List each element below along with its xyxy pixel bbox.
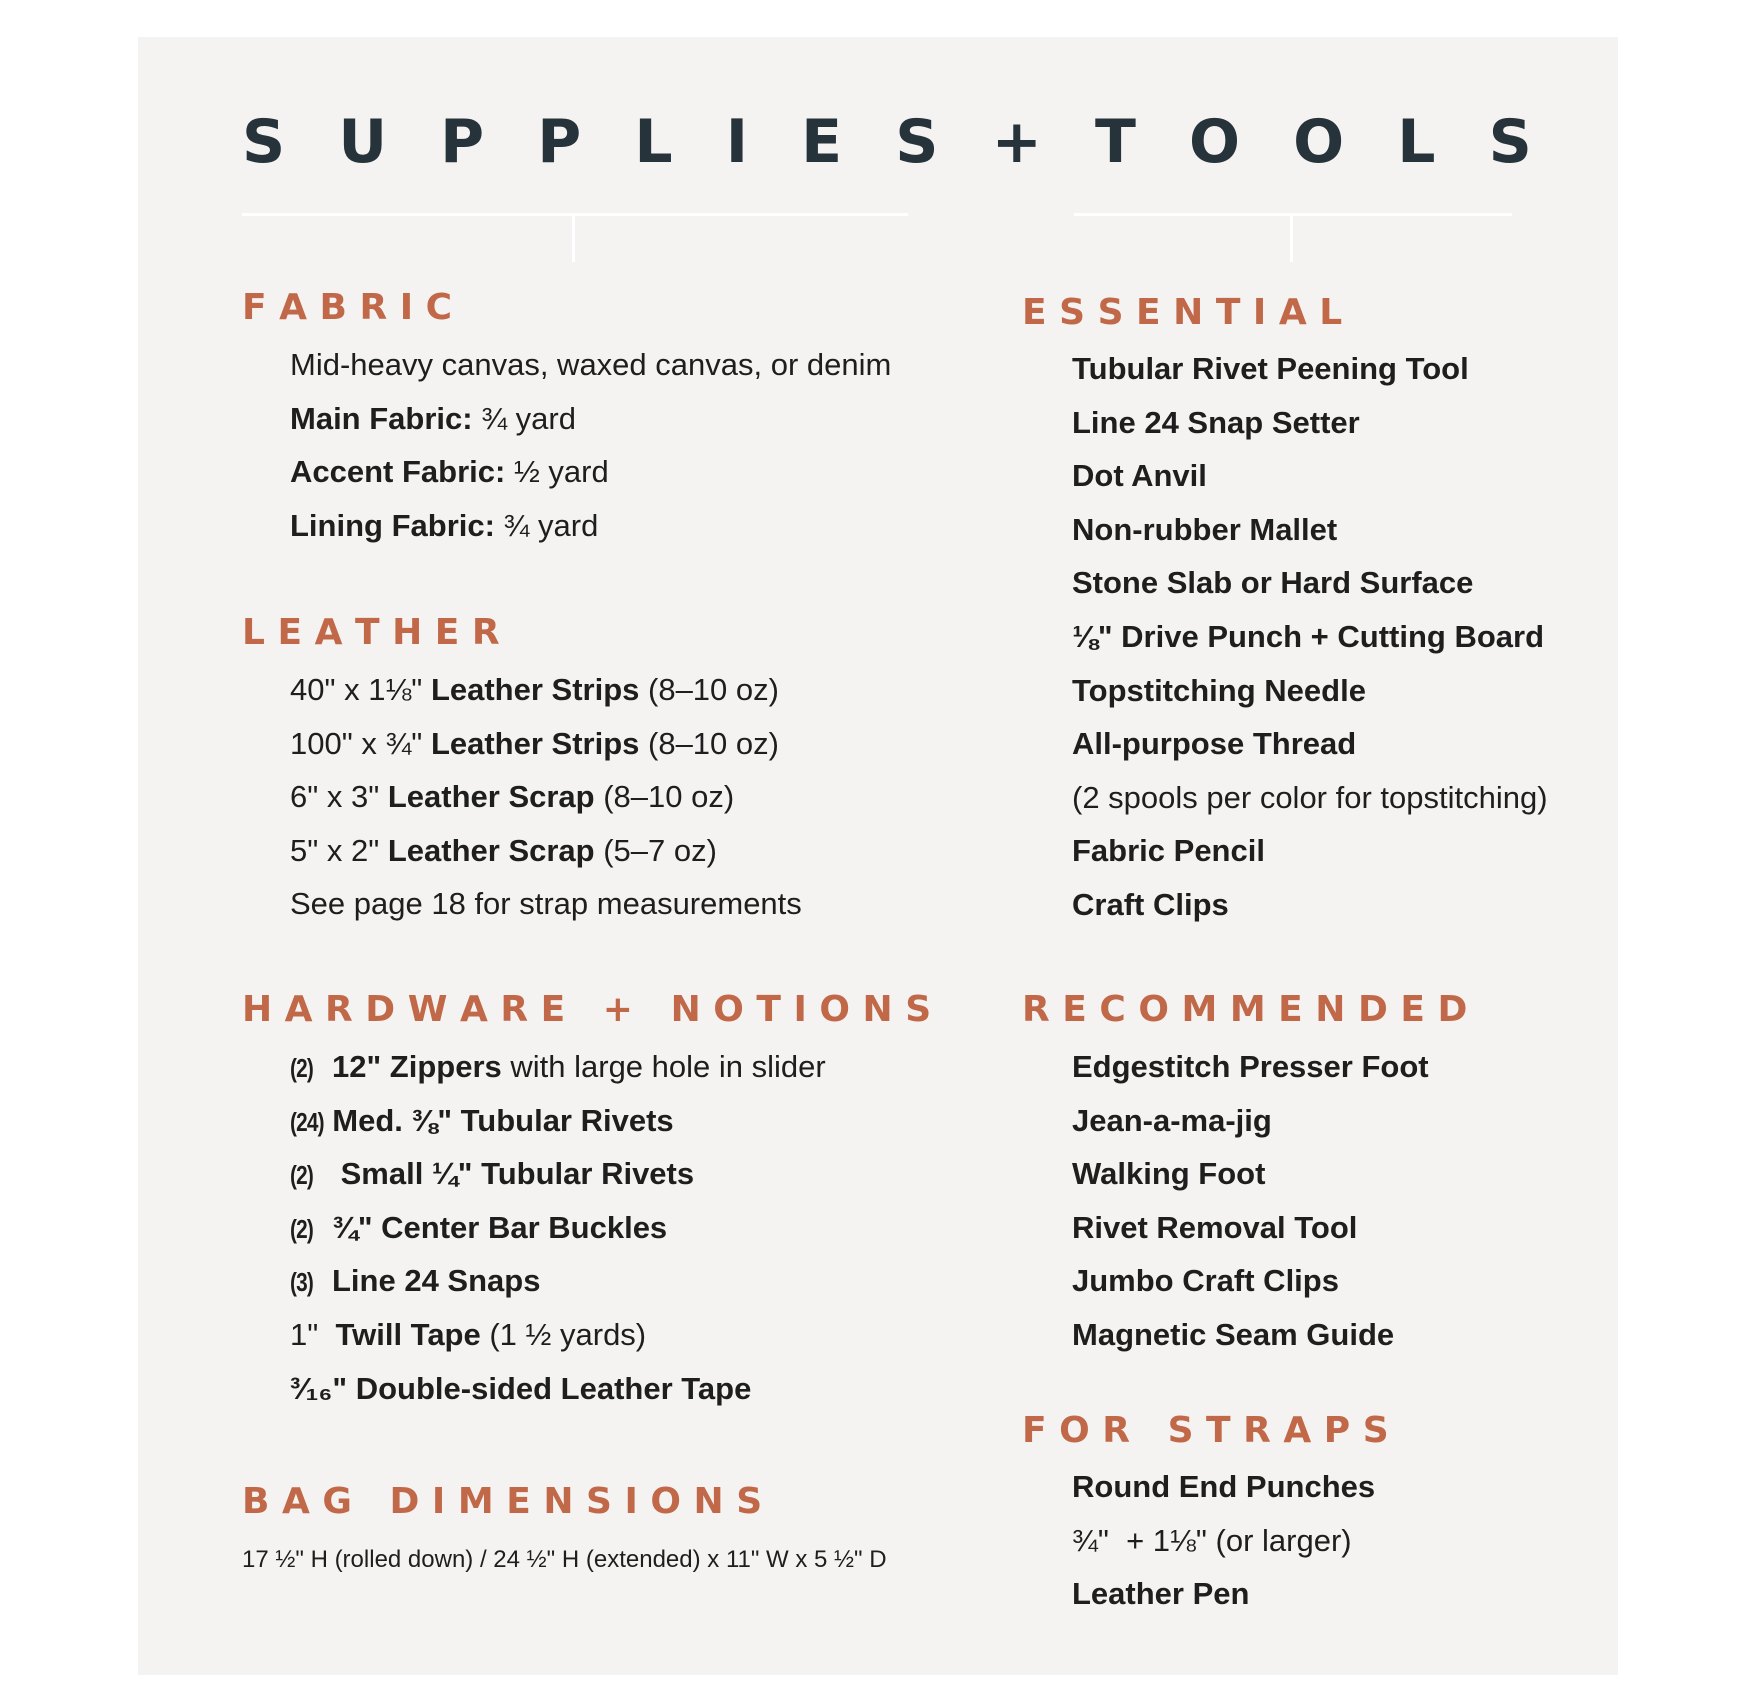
list-item xyxy=(290,717,802,771)
title-letter: L xyxy=(634,107,673,177)
item-label: Topstitching Needle xyxy=(1072,672,1366,708)
list-item xyxy=(1072,449,1548,503)
item-label: Edgestitch Presser Foot xyxy=(1072,1049,1429,1084)
item-quantity: (2) xyxy=(290,1213,314,1244)
essential-list xyxy=(1072,342,1548,932)
item-size: 1" xyxy=(290,1316,336,1352)
divider-right-tick xyxy=(1290,216,1293,262)
title-letter: P xyxy=(537,107,582,177)
list-item xyxy=(1072,342,1548,396)
item-value: ½ yard xyxy=(505,454,609,490)
fabric-heading: F A B R I C xyxy=(242,287,453,328)
item-weight: (5–7 oz) xyxy=(594,832,717,868)
hardware-heading: H A R D W A R E + N O T I O N S xyxy=(242,989,932,1030)
list-item xyxy=(290,824,802,878)
list-item xyxy=(1072,503,1548,557)
item-label: Jean-a-ma-jig xyxy=(1072,1102,1272,1138)
item-weight: (8–10 oz) xyxy=(639,672,779,707)
item-label: Line 24 Snap Setter xyxy=(1072,404,1360,440)
list-item xyxy=(290,770,802,824)
item-label: Line 24 Snaps xyxy=(332,1263,541,1299)
dimensions-heading: B A G D I M E N S I O N S xyxy=(242,1481,763,1522)
title-letter: U xyxy=(338,107,388,177)
title-letter: S xyxy=(242,107,286,177)
title-letter: + xyxy=(991,107,1042,177)
for-straps-list xyxy=(1072,1460,1375,1621)
title-letter: I xyxy=(725,107,749,177)
title-letter: P xyxy=(440,107,485,177)
item-size: 5" x 2" xyxy=(290,832,388,868)
hardware-list xyxy=(290,1040,826,1415)
page-title xyxy=(242,100,1532,184)
item-quantity: (2) xyxy=(290,1160,314,1191)
item-label: Med. ⅜" Tubular Rivets xyxy=(332,1102,674,1138)
leather-list xyxy=(290,663,802,931)
title-letter: E xyxy=(801,107,843,177)
item-weight: (8–10 oz) xyxy=(594,779,735,815)
list-item xyxy=(290,1254,826,1308)
title-letter: S xyxy=(895,107,939,177)
item-label: Walking Foot xyxy=(1072,1156,1266,1192)
list-item xyxy=(1072,610,1548,664)
item-quantity: (2) xyxy=(290,1053,314,1083)
item-label: Jumbo Craft Clips xyxy=(1072,1263,1339,1299)
list-item xyxy=(1072,1040,1429,1094)
item-detail: (1 ½ yards) xyxy=(480,1316,647,1352)
list-item xyxy=(290,1308,826,1362)
item-label: Rivet Removal Tool xyxy=(1072,1209,1358,1245)
item-size: 6" x 3" xyxy=(290,779,388,815)
title-letter: O xyxy=(1293,107,1345,177)
for-straps-heading: F O R S T R A P S xyxy=(1022,1410,1389,1451)
list-item xyxy=(290,499,891,553)
item-label: Leather Scrap xyxy=(387,779,595,815)
list-item xyxy=(290,1094,826,1148)
item-value: ¾ yard xyxy=(472,400,576,436)
list-item xyxy=(1072,717,1548,771)
dimensions-text: 17 ½" H (rolled down) / 24 ½" H (extended) x 11" W x 5 ½" D xyxy=(242,1546,887,1573)
item-detail: with large hole in slider xyxy=(501,1049,826,1084)
item-size: 40" x 1⅛" xyxy=(290,672,431,707)
divider-left-tick xyxy=(572,216,575,262)
item-label: Twill Tape xyxy=(335,1316,481,1352)
list-item xyxy=(1072,1460,1375,1514)
essential-heading: E S S E N T I A L xyxy=(1022,292,1343,333)
item-label: Lining Fabric: xyxy=(290,507,495,543)
item-label: Fabric Pencil xyxy=(1072,833,1265,869)
list-item xyxy=(1072,1308,1429,1362)
recommended-list xyxy=(1072,1040,1429,1362)
item-size: 100" x ¾" xyxy=(290,725,431,761)
divider-right xyxy=(1074,213,1512,216)
list-item xyxy=(1072,664,1548,718)
list-item xyxy=(290,1362,826,1416)
item-label: Tubular Rivet Peening Tool xyxy=(1072,351,1469,386)
item-label: Leather Strips xyxy=(430,672,640,707)
divider-left xyxy=(242,213,908,216)
item-label: ⅛" Drive Punch + Cutting Board xyxy=(1072,618,1545,654)
fabric-intro: Mid-heavy canvas, waxed canvas, or denim xyxy=(290,347,892,382)
list-item xyxy=(290,1147,826,1201)
item-label: Non-rubber Mallet xyxy=(1072,511,1338,547)
item-quantity: (3) xyxy=(290,1267,314,1298)
list-item xyxy=(1072,824,1548,878)
title-letter: O xyxy=(1189,107,1241,177)
item-label: Main Fabric: xyxy=(290,400,473,436)
title-letter: L xyxy=(1397,107,1436,177)
list-item xyxy=(290,1201,826,1255)
item-label: Round End Punches xyxy=(1072,1469,1376,1504)
item-label: ³⁄₁₆" Double-sided Leather Tape xyxy=(290,1370,752,1406)
list-item xyxy=(1072,1147,1429,1201)
list-item xyxy=(1072,1254,1429,1308)
item-label: Leather Pen xyxy=(1072,1576,1250,1612)
list-item xyxy=(290,1040,826,1094)
item-label: Stone Slab or Hard Surface xyxy=(1072,565,1474,601)
item-value: ¾ yard xyxy=(494,507,599,543)
fabric-list xyxy=(290,338,891,552)
item-label: Magnetic Seam Guide xyxy=(1072,1316,1395,1352)
item-label: 12" Zippers xyxy=(332,1049,502,1084)
item-label: Leather Strips xyxy=(430,725,640,761)
item-label: Dot Anvil xyxy=(1072,458,1207,494)
list-item xyxy=(1072,556,1548,610)
recommended-heading: R E C O M M E N D E D xyxy=(1022,989,1468,1030)
leather-heading: L E A T H E R xyxy=(242,612,500,653)
item-label: Small ¼" Tubular Rivets xyxy=(332,1156,695,1192)
list-item xyxy=(290,445,891,499)
title-letter: S xyxy=(1488,107,1532,177)
list-item xyxy=(1072,1094,1429,1148)
leather-note: See page 18 for strap measurements xyxy=(290,886,802,922)
list-item xyxy=(290,392,891,446)
item-label: All-purpose Thread xyxy=(1072,726,1357,762)
item-quantity: (24) xyxy=(290,1106,324,1137)
list-item xyxy=(1072,1201,1429,1255)
list-item xyxy=(1072,1567,1375,1621)
item-label: Leather Scrap xyxy=(387,832,595,868)
list-item xyxy=(1072,878,1548,932)
item-label: Accent Fabric: xyxy=(290,454,506,490)
list-item xyxy=(1072,396,1548,450)
item-weight: (8–10 oz) xyxy=(639,725,779,761)
strap-sizes: ¾" + 1⅛" (or larger) xyxy=(1072,1522,1352,1558)
list-item xyxy=(290,663,802,717)
item-label: ¾" Center Bar Buckles xyxy=(332,1209,668,1245)
thread-note: (2 spools per color for topstitching) xyxy=(1072,779,1548,815)
title-letter: T xyxy=(1094,107,1136,177)
item-label: Craft Clips xyxy=(1072,886,1229,922)
